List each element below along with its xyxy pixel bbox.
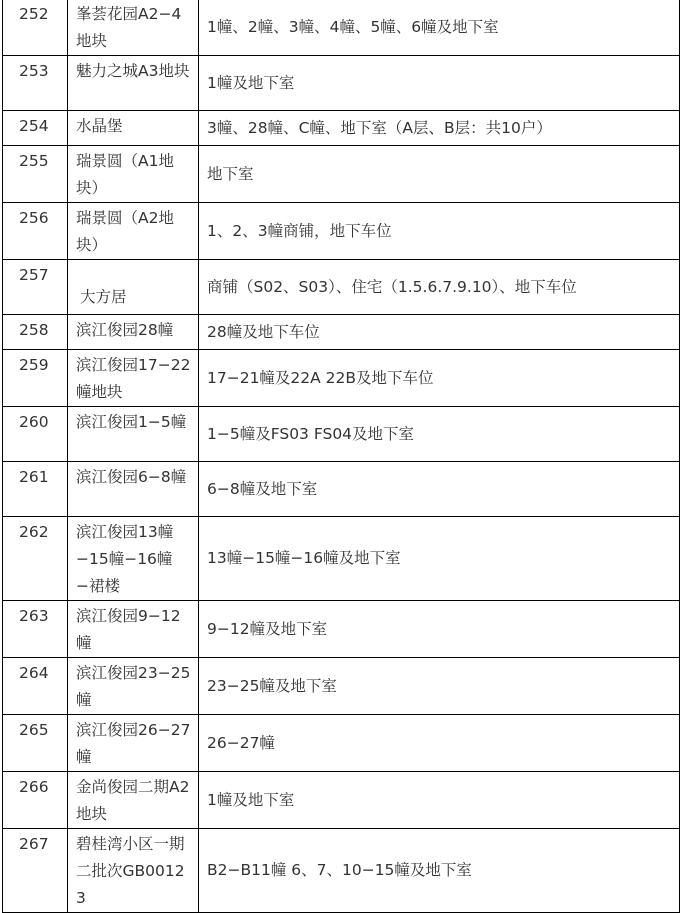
table-row (3, 0, 680, 56)
table-row (3, 829, 680, 913)
row-number: 263 (3, 601, 68, 658)
row-number: 259 (3, 350, 68, 407)
project-name: 大方居 (68, 260, 199, 315)
project-scope: 商铺（S02、S03）、住宅（1.5.6.7.9.10）、地下车位 (199, 260, 680, 315)
table-row (3, 658, 680, 715)
table-row (3, 350, 680, 407)
row-number: 258 (3, 315, 68, 350)
table-row (3, 111, 680, 146)
project-scope: 13幢−15幢−16幢及地下室 (199, 517, 680, 601)
project-scope: 1幢及地下室 (199, 56, 680, 111)
project-name: 滨江俊园26−27幢 (68, 715, 199, 772)
project-name: 滨江俊园1−5幢 (68, 407, 199, 462)
project-scope: 28幢及地下车位 (199, 315, 680, 350)
row-number: 254 (3, 111, 68, 146)
project-scope: 23−25幢及地下室 (199, 658, 680, 715)
row-number: 267 (3, 829, 68, 913)
table-row (3, 407, 680, 462)
project-scope: 1幢及地下室 (199, 772, 680, 829)
project-name: 滨江俊园28幢 (68, 315, 199, 350)
table-row (3, 203, 680, 260)
project-scope: 1−5幢及FS03 FS04及地下室 (199, 407, 680, 462)
project-name: 瑞景圆（A2地块） (68, 203, 199, 260)
row-number: 253 (3, 56, 68, 111)
project-scope: 1、2、3幢商铺，地下车位 (199, 203, 680, 260)
row-number: 256 (3, 203, 68, 260)
row-number: 255 (3, 146, 68, 203)
table-row (3, 462, 680, 517)
project-name: 滨江俊园17−22幢地块 (68, 350, 199, 407)
row-number: 266 (3, 772, 68, 829)
project-scope: 1幢、2幢、3幢、4幢、5幢、6幢及地下室 (199, 0, 680, 56)
table-row (3, 517, 680, 601)
table-row (3, 146, 680, 203)
row-number: 265 (3, 715, 68, 772)
table-row (3, 715, 680, 772)
project-scope: 26−27幢 (199, 715, 680, 772)
project-name: 滨江俊园9−12幢 (68, 601, 199, 658)
project-name: 滨江俊园13幢−15幢−16幢−裙楼 (68, 517, 199, 601)
project-scope: 17−21幢及22A 22B及地下车位 (199, 350, 680, 407)
project-scope: B2−B11幢 6、7、10−15幢及地下室 (199, 829, 680, 913)
project-name: 滨江俊园6−8幢 (68, 462, 199, 517)
project-table (2, 0, 680, 913)
table-row (3, 772, 680, 829)
project-scope: 6−8幢及地下室 (199, 462, 680, 517)
project-name: 滨江俊园23−25幢 (68, 658, 199, 715)
row-number: 264 (3, 658, 68, 715)
table-row (3, 56, 680, 111)
project-name: 碧桂湾小区一期二批次GB00123 (68, 829, 199, 913)
row-number: 262 (3, 517, 68, 601)
table-row (3, 601, 680, 658)
project-scope: 地下室 (199, 146, 680, 203)
project-name: 瑞景圆（A1地块） (68, 146, 199, 203)
row-number: 252 (3, 0, 68, 56)
table-row (3, 315, 680, 350)
table-row (3, 260, 680, 315)
row-number: 260 (3, 407, 68, 462)
project-name: 金尚俊园二期A2地块 (68, 772, 199, 829)
project-name: 魅力之城A3地块 (68, 56, 199, 111)
project-scope: 3幢、28幢、C幢、地下室（A层、B层：共10户） (199, 111, 680, 146)
row-number: 257 (3, 260, 68, 315)
project-name: 水晶堡 (68, 111, 199, 146)
row-number: 261 (3, 462, 68, 517)
project-scope: 9−12幢及地下室 (199, 601, 680, 658)
project-name: 峯荟花园A2−4地块 (68, 0, 199, 56)
